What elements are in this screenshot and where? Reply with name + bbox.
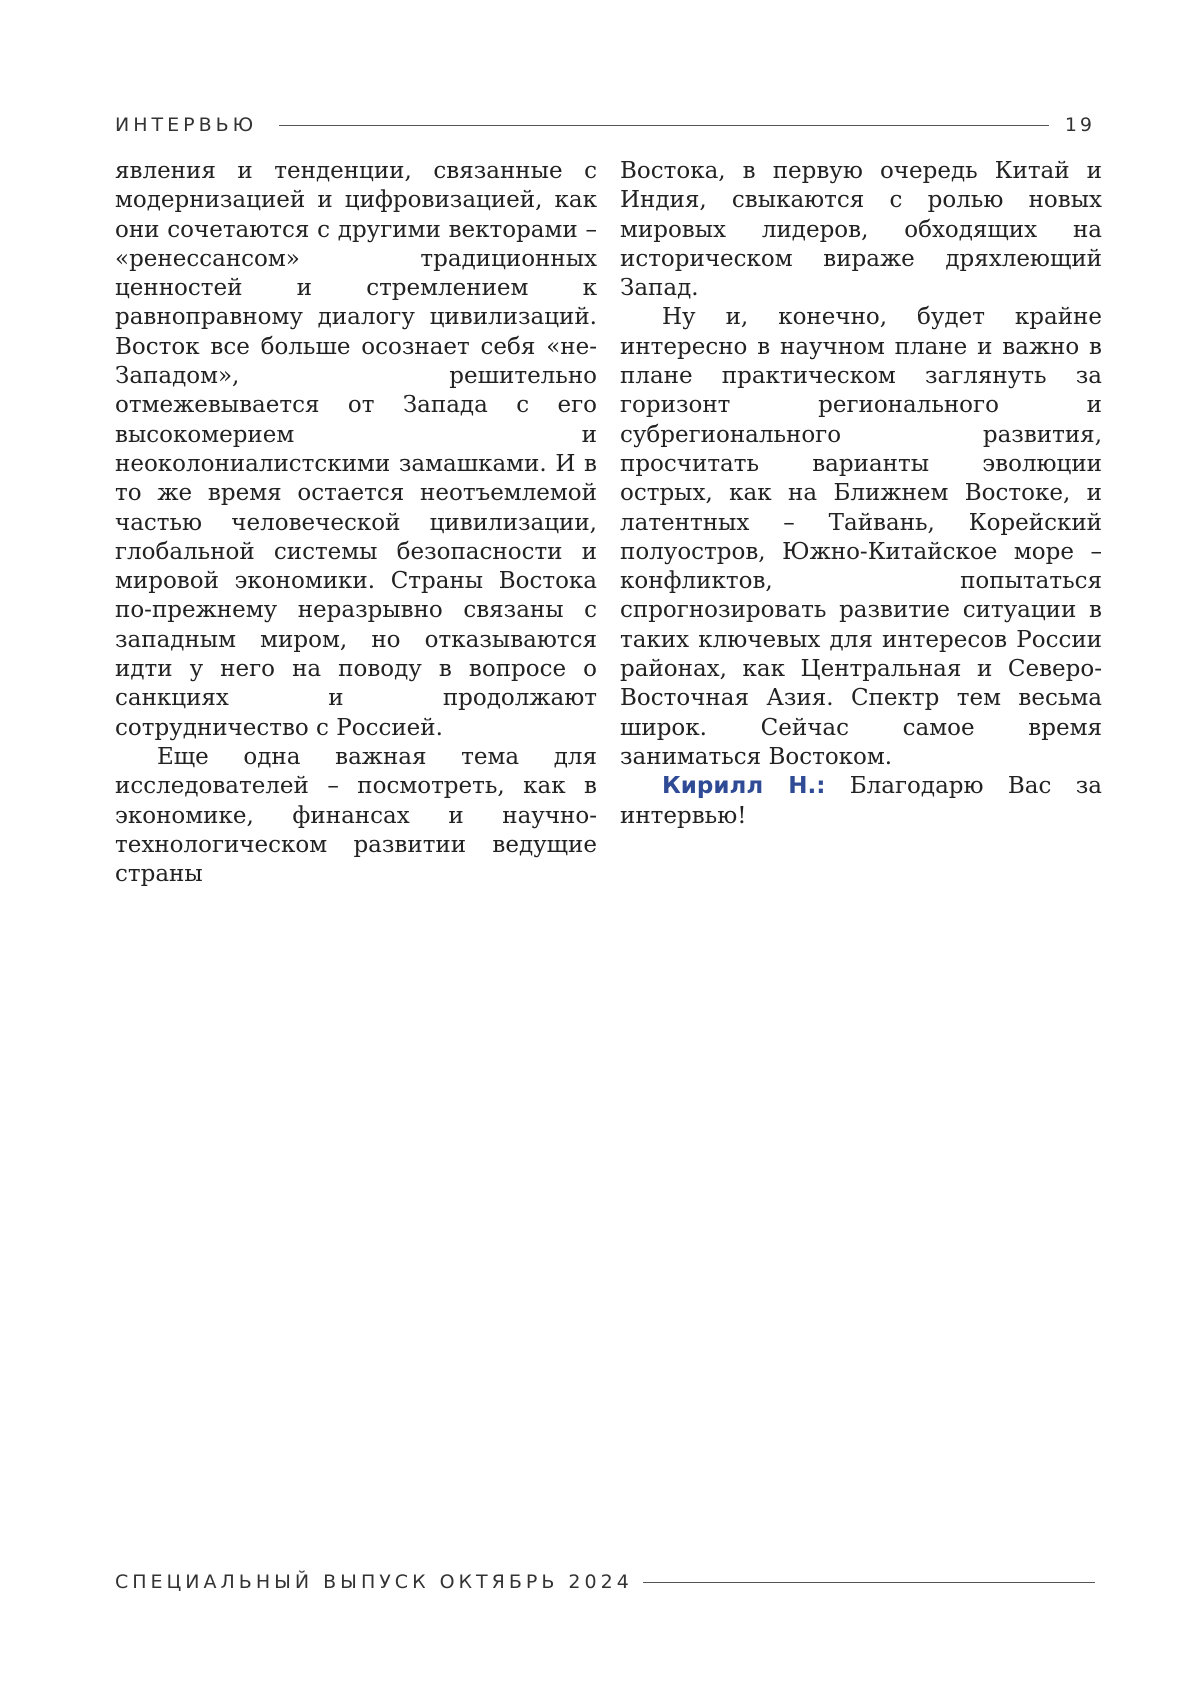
paragraph: Еще одна важная тема для исследователей – посмотреть, как в экономике, финансах и научно-технологическом развитии ведущие страны [115, 743, 597, 888]
right-column [620, 157, 1102, 831]
closing-paragraph [620, 772, 1102, 831]
issue-title: СПЕЦИАЛЬНЫЙ ВЫПУСК ОКТЯБРЬ 2024 [115, 1571, 633, 1593]
left-column [115, 157, 597, 889]
page-number: 19 [1064, 114, 1095, 136]
section-title: ИНТЕРВЬЮ [115, 114, 258, 136]
paragraph: явления и тенденции, связанные с модернизацией и цифровизацией, как они сочетаются с другими векторами – «ренессансом» традиционных ценностей и стремлением к равноправному диалогу цивилизаций. Восток все больше осознает себя «не-Западом», решительно отмежевывается от Запада с его высокомерием и неоколониалистскими замашками. И в то же время остается неотъемлемой частью человеческой цивилизации, глобальной системы безопасности и мировой экономики. Страны Востока по-прежнему неразрывно связаны с западным миром, но отказываются идти у него на поводу в вопросе о санкциях и продолжают сотрудничество с Россией. [115, 158, 597, 741]
footer-rule [643, 1582, 1095, 1583]
closing-text: Благодарю Вас за интервью! [620, 773, 1102, 829]
paragraph: Ну и, конечно, будет крайне интересно в научном плане и важно в плане практическом заглянуть за горизонт регионального и субрегионального развития, просчитать варианты эволюции острых, как на Ближнем Востоке, и латентных – Тайвань, Корейский полуостров, Южно-Китайское море – конфликтов, попытаться спрогнозировать развитие ситуации в таких ключевых для интересов России районах, как Центральная и Северо-Восточная Азия. Спектр тем весьма широк. Сейчас самое время заниматься Востоком. [620, 304, 1102, 770]
page-header [115, 110, 1095, 140]
page-footer [115, 1567, 1095, 1597]
paragraph: Востока, в первую очередь Китай и Индия, свыкаются с ролью новых мировых лидеров, обходящих на историческом вираже дряхлеющий Запад. [620, 158, 1102, 302]
header-rule [279, 125, 1049, 126]
speaker-label: Кирилл Н.: [662, 773, 826, 800]
